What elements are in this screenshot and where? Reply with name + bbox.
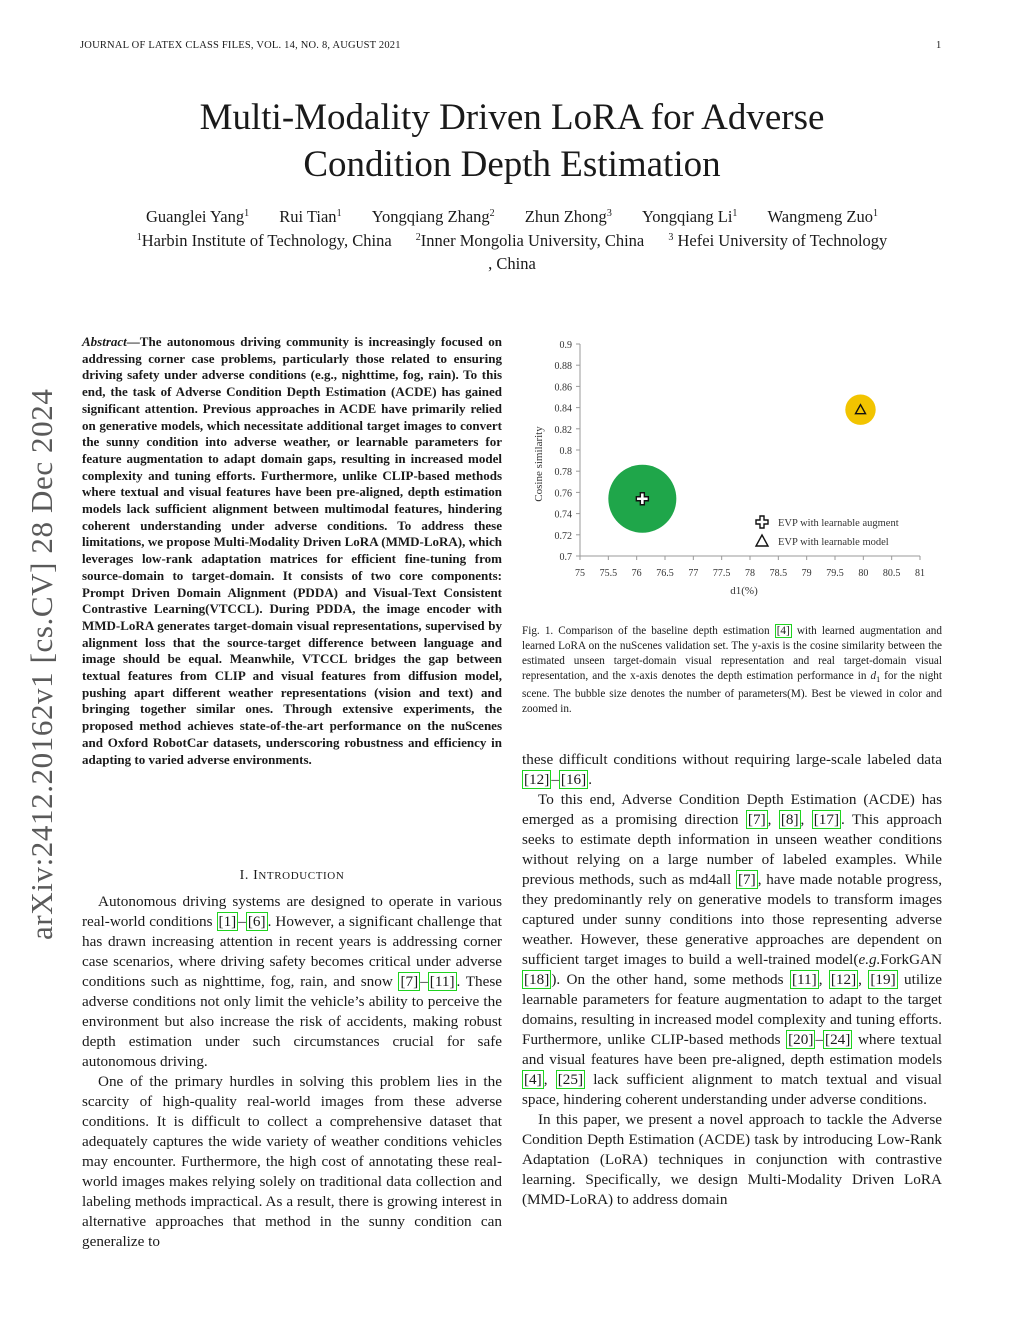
abstract-label: Abstract bbox=[82, 334, 127, 349]
introduction-body bbox=[82, 892, 502, 1252]
legend-triangle-icon bbox=[756, 535, 768, 546]
author: Rui Tian$^1$ bbox=[279, 207, 342, 226]
y-tick-label: 0.82 bbox=[554, 424, 572, 436]
citation-link[interactable]: [19] bbox=[870, 971, 896, 988]
figure-1-caption: Fig. 1. Comparison of the baseline depth estimation [4] with learned augmentation and learned LoRA on the nuScenes validation set. The y-axis is the cosine similarity between the estimated unseen target-domain visual representation and real target-domain visual representation, and the x-axis denotes the depth estimation performance in $d_1$ for the night scene. The bubble size denotes the number of parameters(M). Best be viewed in color and zoomed in. bbox=[522, 625, 942, 716]
affiliation-list bbox=[70, 229, 954, 275]
y-tick-label: 0.78 bbox=[554, 467, 572, 479]
y-tick-label: 0.74 bbox=[554, 509, 572, 521]
citation-link[interactable]: [7] bbox=[737, 871, 756, 888]
page-number: 1 bbox=[936, 40, 942, 51]
citation-link[interactable]: [20] bbox=[788, 1031, 814, 1048]
legend-entry-2: EVP with learnable model bbox=[778, 537, 889, 548]
paper-title bbox=[0, 94, 1024, 188]
citation-link[interactable]: [16] bbox=[560, 771, 587, 788]
citation-link[interactable]: [11] bbox=[791, 971, 817, 988]
citation-link[interactable]: [7] bbox=[747, 811, 766, 828]
y-axis-label: Cosine similarity bbox=[533, 426, 545, 502]
citation-link[interactable]: [24] bbox=[825, 1031, 851, 1048]
citation-link[interactable]: [4] bbox=[776, 625, 790, 637]
author-list bbox=[0, 206, 1024, 228]
title-line-1: Multi-Modality Driven LoRA for Adverse bbox=[199, 97, 825, 138]
affiliation-tail: , China bbox=[488, 254, 536, 273]
abstract-text: —The autonomous driving community is increasingly focused on addressing corner case problems, particularly those related to ensuring driving safety under adverse conditions (e.g., nighttime, fog, rain). To this end, the task of Adverse Condition Depth Estimation (ACDE) has gained significant attention. Previous approaches in ACDE have primarily relied on generative models, which necessitate additional target images to convert the sunny condition into adverse weather, or learnable parameters for feature augmentation to adapt domain gaps, resulting in increased model complexity and tuning efforts. Furthermore, unlike CLIP-based methods where textual and visual features have been pre-aligned, depth estimation models lack sufficient alignment between multimodal features, hindering coherent understanding under adverse conditions. To address these limitations, we propose Multi-Modality Driven LoRA (MMD-LoRA), which leverages low-rank adaptation matrices for efficient fine-tuning from source-domain to target-domain. It consists of two core components: Prompt Driven Domain Alignment (PDDA) and Visual-Text Consistent Contrastive Learning(VTCCL). During PDDA, the image encoder with MMD-LoRA generates target-domain visual representations, supervised by alignment loss that the source-target difference between language and image should be equal. Meanwhile, VTCCL bridges the gap between textual features from CLIP and visual features from diffusion model, pushing apart different weather representations (vision and text) and bringing together similar ones. Through extensive experiments, the proposed method achieves state-of-the-art performance on the nuScenes and Oxford RobotCar datasets, underscoring robustness and efficiency in adapting to varied adverse environments. bbox=[82, 334, 502, 767]
figure-1-bubble-chart bbox=[522, 330, 942, 610]
citation-link[interactable]: [18] bbox=[524, 971, 550, 988]
y-tick-label: 0.7 bbox=[559, 552, 572, 563]
legend-cross-icon bbox=[756, 516, 768, 528]
x-tick-label: 80 bbox=[858, 568, 869, 579]
right-column-body bbox=[522, 750, 942, 1210]
paragraph: these difficult conditions without requiring large-scale labeled data [12] – [16] . bbox=[522, 751, 942, 788]
x-tick-label: 79.5 bbox=[826, 568, 844, 579]
affiliation: $^3$ Hefei University of Technology bbox=[668, 231, 888, 250]
author: Wangmeng Zuo$^1$ bbox=[767, 207, 878, 226]
section-heading-introduction: I. INTRODUCTION bbox=[239, 868, 345, 883]
abstract bbox=[82, 334, 502, 768]
y-tick-label: 0.8 bbox=[559, 446, 572, 457]
citation-link[interactable]: [7] bbox=[400, 973, 419, 990]
affiliation: $^1$Harbin Institute of Technology, China bbox=[136, 231, 392, 250]
y-tick-label: 0.9 bbox=[559, 340, 572, 351]
y-tick-label: 0.84 bbox=[554, 403, 572, 415]
paragraph: To this end, Adverse Condition Depth Estimation (ACDE) has emerged as a promising direction [7] , [8] , [17] . This approach seeks to estimate depth information in unseen weather conditions without relying on a large number of labeled examples. While previous methods, such as md4all [7] , have made notable progress, they predominantly rely on generative models to transform images captured under sunny conditions into those representing adverse weather. However, these generative approaches are dependent on sufficient target images to build a well-trained model(e.g.ForkGAN [18] ). On the other hand, some methods [11] , [12] , [19] utilize learnable parameters for feature augmentation to adapt to the target domains, resulting in increased model complexity and tuning efforts. Furthermore, unlike CLIP-based methods [20] – [24] where textual and visual features have been pre-aligned, depth estimation models [4] , [25] lack sufficient alignment to match textual and visual space, hindering coherent understanding under adverse conditions. bbox=[522, 791, 943, 1108]
paragraph: In this paper, we present a novel approach to tackle the Adverse Condition Depth Estimation (ACDE) task by introducing Low-Rank Adaptation (LoRA) techniques in conjunction with contrastive learning. Specifically, we design Multi-Modality Driven LoRA (MMD-LoRA) to address domain bbox=[522, 1111, 942, 1208]
x-tick-label: 79 bbox=[801, 568, 812, 579]
x-tick-label: 76 bbox=[631, 568, 642, 579]
citation-link[interactable]: [17] bbox=[813, 811, 840, 828]
paragraph: One of the primary hurdles in solving this problem lies in the scarcity of high-quality real-world images from these adverse conditions. It is difficult to collect a comprehensive dataset that adequately captures the wide variety of weather conditions vehicles may encounter. Furthermore, the high cost of annotating these real-world images makes relying solely on traditional data collection and labeling methods impractical. As a result, there is growing interest in alternative approaches that method in the sunny condition can generalize to bbox=[82, 1073, 502, 1250]
y-tick-label: 0.72 bbox=[554, 530, 572, 542]
author: Zhun Zhong$^3$ bbox=[524, 207, 612, 226]
legend-entry-1: EVP with learnable augment bbox=[778, 518, 899, 529]
citation-link[interactable]: [25] bbox=[557, 1071, 584, 1088]
paragraph: Autonomous driving systems are designed to operate in various real-world conditions [1] – [6] . However, a significant challenge that has drawn increasing attention in recent years is addressing corner case scenarios, where driving safety becomes critical under adverse conditions such as nighttime, fog, rain, and snow [7] – [11] . These adverse conditions not only limit the vehicle’s ability to perceive the environment but also increase the risk of accidents, making robust depth estimation under such circumstances crucial for safe autonomous driving. bbox=[82, 893, 502, 1070]
citation-link[interactable]: [8] bbox=[780, 811, 799, 828]
y-tick-label: 0.86 bbox=[554, 382, 572, 394]
x-tick-label: 80.5 bbox=[882, 568, 901, 579]
author: Yongqiang Li$^1$ bbox=[641, 207, 738, 226]
author: Guanglei Yang$^1$ bbox=[146, 207, 250, 226]
title-line-2: Condition Depth Estimation bbox=[303, 144, 721, 185]
citation-link[interactable]: [12] bbox=[830, 971, 857, 988]
x-tick-label: 78.5 bbox=[769, 568, 788, 579]
x-tick-label: 77.5 bbox=[712, 568, 731, 579]
affiliation: $^2$Inner Mongolia University, China bbox=[415, 231, 645, 250]
y-tick-label: 0.76 bbox=[554, 488, 572, 500]
bubble-2 bbox=[845, 395, 875, 425]
x-tick-label: 75.5 bbox=[599, 568, 618, 579]
running-header: JOURNAL OF LATEX CLASS FILES, VOL. 14, NO. 8, AUGUST 2021 bbox=[80, 40, 401, 51]
citation-link[interactable]: [1] bbox=[218, 913, 237, 930]
citation-link[interactable]: [4] bbox=[524, 1071, 542, 1088]
author: Yongqiang Zhang$^2$ bbox=[371, 207, 495, 226]
y-tick-label: 0.88 bbox=[554, 361, 572, 373]
citation-link[interactable]: [6] bbox=[247, 913, 266, 930]
x-tick-label: 78 bbox=[745, 568, 755, 579]
arxiv-identifier: arXiv:2412.20162v1 [cs.CV] 28 Dec 2024 bbox=[24, 388, 59, 940]
x-tick-label: 81 bbox=[915, 568, 925, 579]
citation-link[interactable]: [12] bbox=[524, 771, 550, 788]
x-tick-label: 76.5 bbox=[656, 568, 674, 579]
x-tick-label: 75 bbox=[575, 568, 585, 579]
x-axis-label: d1(%) bbox=[730, 585, 758, 597]
x-tick-label: 77 bbox=[688, 568, 699, 579]
citation-link[interactable]: [11] bbox=[429, 973, 455, 990]
